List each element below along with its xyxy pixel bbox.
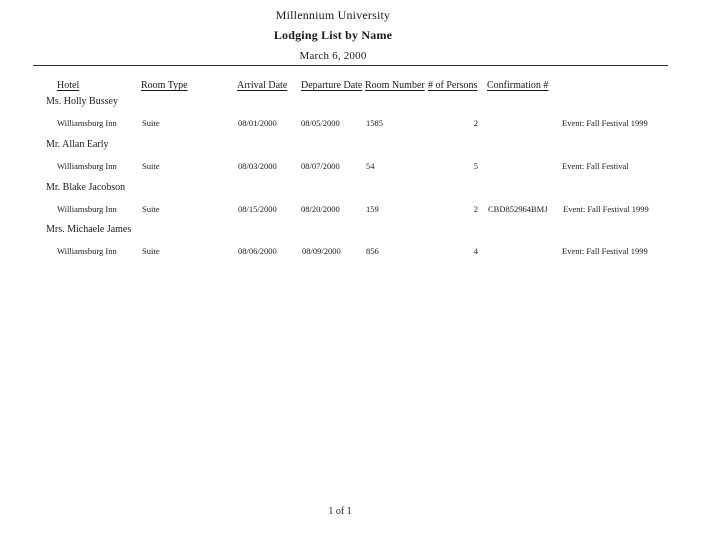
persons-cell: 4 xyxy=(473,246,478,256)
guest-name: Mrs. Michaele James xyxy=(46,224,132,235)
header-rule xyxy=(33,65,668,66)
room-number-cell: 856 xyxy=(366,246,379,256)
organization-name: Millennium University xyxy=(275,8,391,22)
event-cell: Event: Fall Festival 1999 xyxy=(563,204,649,214)
room-number-cell: 1585 xyxy=(366,118,383,128)
report-date: March 6, 2000 xyxy=(299,50,367,62)
persons-cell: 2 xyxy=(473,118,478,128)
hotel-cell: Williamsburg Inn xyxy=(57,161,117,171)
room-type-cell: Suite xyxy=(142,161,160,171)
departure-cell: 08/09/2000 xyxy=(302,246,341,256)
persons-cell: 2 xyxy=(473,204,478,214)
hotel-cell: Williamsburg Inn xyxy=(57,204,117,214)
col-hotel: Hotel xyxy=(57,80,80,91)
room-type-cell: Suite xyxy=(142,204,160,214)
arrival-cell: 08/06/2000 xyxy=(238,246,277,256)
col-persons: # of Persons xyxy=(428,80,478,91)
arrival-cell: 08/03/2000 xyxy=(238,161,277,171)
room-number-cell: 54 xyxy=(366,161,375,171)
event-cell: Event: Fall Festival xyxy=(562,161,629,171)
room-type-cell: Suite xyxy=(142,246,160,256)
hotel-cell: Williamsburg Inn xyxy=(57,246,117,256)
guest-name: Mr. Allan Early xyxy=(46,139,109,150)
departure-cell: 08/05/2000 xyxy=(301,118,340,128)
event-cell: Event: Fall Festival 1999 xyxy=(562,118,648,128)
guest-name: Mr. Blake Jacobson xyxy=(46,182,126,193)
hotel-cell: Williamsburg Inn xyxy=(57,118,117,128)
persons-cell: 5 xyxy=(473,161,478,171)
guest-name: Ms. Holly Bussey xyxy=(46,96,118,107)
col-confirmation: Confirmation # xyxy=(487,80,549,91)
col-departure-date: Departure Date xyxy=(301,80,363,91)
departure-cell: 08/20/2000 xyxy=(301,204,340,214)
event-cell: Event: Fall Festival 1999 xyxy=(562,246,648,256)
departure-cell: 08/07/2000 xyxy=(301,161,340,171)
room-type-cell: Suite xyxy=(142,118,160,128)
confirmation-cell: CBD852964BMJ xyxy=(488,204,548,214)
room-number-cell: 159 xyxy=(366,204,379,214)
arrival-cell: 08/01/2000 xyxy=(238,118,277,128)
report-title: Lodging List by Name xyxy=(273,28,393,42)
col-room-type: Room Type xyxy=(141,80,188,91)
col-room-number: Room Number xyxy=(365,80,425,91)
page-number: 1 of 1 xyxy=(328,506,352,517)
col-arrival-date: Arrival Date xyxy=(237,80,288,91)
arrival-cell: 08/15/2000 xyxy=(238,204,277,214)
